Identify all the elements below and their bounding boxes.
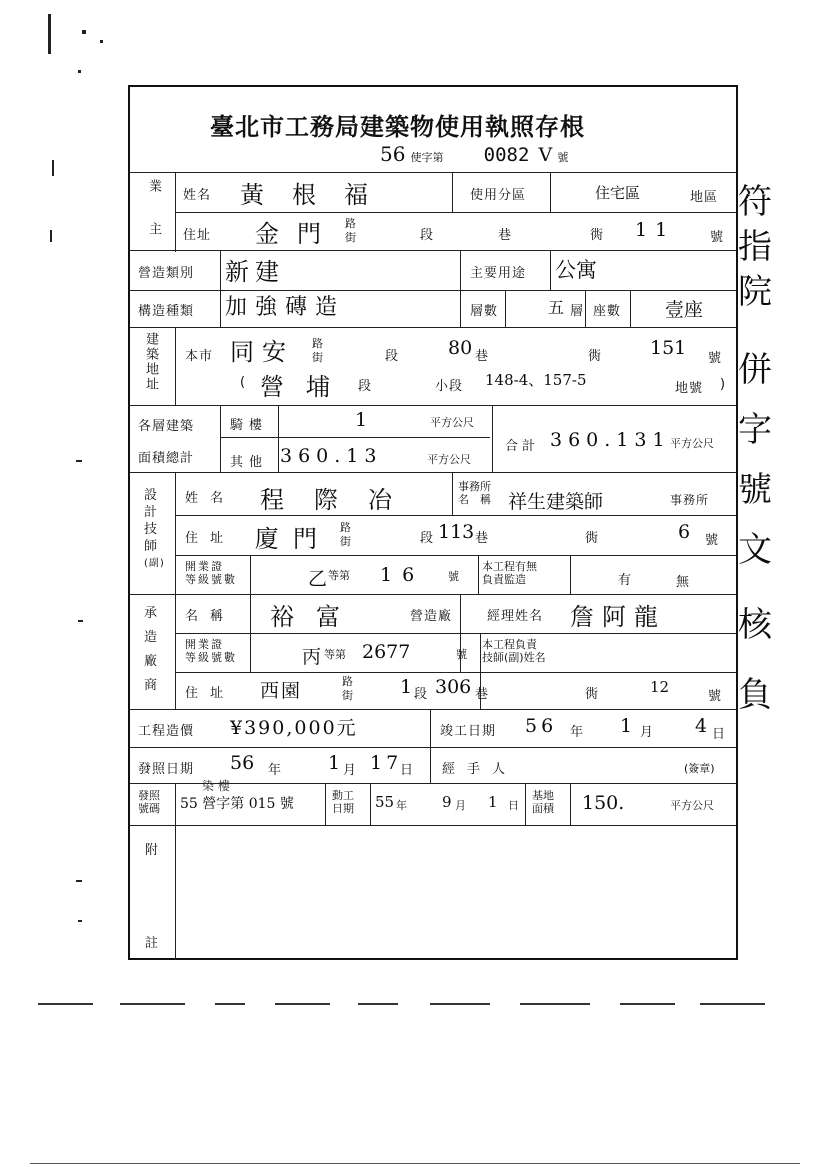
contractor-section-label: 段 — [414, 687, 429, 702]
designer-section-label: 段 — [420, 531, 435, 546]
contractor-road-label: 路 — [342, 675, 353, 688]
other-unit: 平方公尺 — [427, 453, 471, 466]
designer-lane-label: 巷 — [475, 531, 490, 546]
construction-type: 新建 — [225, 258, 285, 286]
contractor-label-char: 廠 — [144, 654, 159, 669]
supervise-label: 本工程有無 負責監造 — [482, 560, 537, 586]
engineer-label: 本工程負責 技師(副)姓名 — [482, 638, 546, 664]
paren-close: ) — [720, 377, 727, 392]
zone-label: 使用分區 — [470, 188, 527, 203]
scan-speck — [76, 880, 82, 882]
owner-name: 黃根福 — [240, 181, 396, 209]
contractor-address-label: 住址 — [185, 686, 236, 701]
zone-suffix: 地區 — [690, 190, 719, 205]
contractor-firm-label: 營造廠 — [410, 609, 453, 624]
office-label-top: 事務所 — [458, 480, 491, 493]
contractor-grade-label: 等第 — [324, 648, 346, 661]
contractor-license-grade: 丙 — [302, 646, 322, 668]
contractor-label — [144, 602, 158, 698]
site-road-label: 路 — [312, 337, 323, 350]
margin-char: 字 — [738, 410, 772, 450]
scan-speck — [48, 14, 51, 54]
total-unit: 平方公尺 — [670, 437, 714, 450]
owner-address-road: 金門 — [255, 220, 339, 248]
site-area-unit: 平方公尺 — [670, 799, 714, 812]
designer-label-char: 技 — [144, 522, 159, 537]
lot-label: 地號 — [675, 381, 704, 396]
site-number-label: 號 — [708, 351, 723, 366]
permit-scribble: 染 樓 — [202, 779, 230, 793]
completion-month-label: 月 — [640, 725, 655, 740]
handler-label: 經手人 — [442, 762, 518, 777]
scan-speck — [76, 460, 82, 462]
issue-day: 17 — [370, 752, 403, 774]
designer-label-char: 計 — [144, 505, 159, 520]
site-label-char: 建 — [143, 332, 158, 347]
margin-char: 併 — [738, 350, 772, 390]
scan-speck — [50, 230, 52, 242]
floor-area-label-bottom: 面積總計 — [138, 451, 195, 466]
other-label: 其他 — [230, 455, 269, 470]
completion-month: 1 — [620, 715, 633, 737]
designer-label — [144, 487, 165, 572]
other-value: 360.13 — [280, 445, 383, 467]
designer-road-label: 路 — [340, 521, 351, 534]
floor-unit: 層 — [570, 304, 585, 319]
owner-name-label: 姓名 — [183, 188, 212, 203]
remarks-label-top: 附 — [145, 843, 160, 858]
owner-group-label-bottom: 主 — [146, 222, 161, 237]
contractor-alley-label: 衖 — [585, 687, 600, 702]
total-value: 360.131 — [550, 429, 671, 451]
site-lane: 80 — [448, 337, 473, 359]
site-alley-label: 衖 — [588, 349, 603, 364]
contractor-name: 裕富 — [270, 603, 362, 631]
start-day: 1 — [488, 793, 498, 811]
contractor-label-char: 造 — [144, 630, 159, 645]
scan-speck — [78, 920, 82, 922]
permit-prefix: 使字第 — [410, 151, 444, 164]
permit-year: 56 — [380, 142, 406, 166]
manager-name: 詹阿龍 — [570, 603, 666, 631]
permit-check-mark: V — [538, 144, 553, 166]
road-label: 路 — [345, 217, 356, 230]
paren-open: ( — [240, 375, 247, 390]
scan-line — [38, 1003, 93, 1005]
site-street-label: 街 — [312, 351, 323, 364]
designer-number: 6 — [678, 521, 691, 543]
start-day-label: 日 — [508, 799, 519, 812]
contractor-lane: 306 — [435, 676, 472, 698]
owner-address-label: 住址 — [183, 228, 212, 243]
designer-label-char: 師 — [144, 539, 159, 554]
margin-note — [738, 180, 798, 730]
issue-year-label: 年 — [268, 763, 283, 778]
start-date-label: 動工 日期 — [332, 789, 354, 815]
completion-year: 56 — [525, 715, 558, 737]
contractor-section: 1 — [400, 676, 413, 698]
main-use: 公寓 — [555, 258, 597, 282]
designer-name: 程際冶 — [260, 486, 422, 514]
manager-label: 經理姓名 — [487, 609, 544, 624]
number-label: 號 — [710, 230, 725, 245]
buildings-value: 壹座 — [665, 299, 704, 321]
street-label: 街 — [345, 231, 356, 244]
contractor-number-label: 號 — [708, 689, 723, 704]
permit-row-label: 發照 號碼 — [138, 789, 160, 815]
contractor-street-label: 街 — [342, 689, 353, 702]
permit-number-value: 0082 — [483, 144, 530, 166]
lane-label: 巷 — [498, 228, 513, 243]
margin-char: 核 — [738, 605, 772, 645]
designer-label-char: (副) — [144, 558, 165, 569]
completion-year-label: 年 — [570, 725, 585, 740]
start-month-label: 月 — [455, 799, 466, 812]
designer-license-label: 開業證 等級號數 — [185, 560, 237, 586]
site-label-char: 址 — [143, 377, 158, 392]
margin-char: 負 — [738, 675, 772, 715]
contractor-address: 西園 — [260, 680, 303, 702]
arcade-label: 騎樓 — [230, 418, 269, 433]
scan-line — [215, 1003, 245, 1005]
contractor-license-no: 2677 — [362, 641, 411, 663]
start-year: 55 — [375, 793, 395, 811]
scan-speck — [52, 160, 54, 176]
site-label-char: 築 — [143, 347, 158, 362]
permit-row-value: 55 營字第 015 號 — [180, 796, 294, 812]
designer-street-label: 街 — [340, 535, 351, 548]
site-number: 151 — [650, 337, 687, 359]
land-numbers: 148-4、157-5 — [485, 371, 587, 389]
construction-type-label: 營造類別 — [138, 266, 195, 281]
permit-number — [380, 142, 568, 166]
buildings-label: 座數 — [593, 304, 622, 319]
main-use-label: 主要用途 — [470, 266, 527, 281]
designer-address: 廈門 — [255, 525, 331, 553]
designer-lane: 113 — [438, 521, 475, 543]
subsection-label: 小段 — [435, 379, 464, 394]
scan-speck — [78, 620, 83, 622]
office-label-bottom: 名 稱 — [458, 493, 491, 506]
permit-suffix: 號 — [557, 151, 569, 164]
designer-label-char: 設 — [144, 488, 159, 503]
site-label-char: 地 — [143, 362, 158, 377]
site-area-value: 150. — [582, 792, 625, 814]
scan-line — [430, 1003, 490, 1005]
site-lane-label: 巷 — [475, 349, 490, 364]
scan-speck — [82, 30, 86, 34]
contractor-label-char: 商 — [144, 678, 159, 693]
start-year-label: 年 — [396, 799, 407, 812]
office-name: 祥生建築師 — [508, 491, 604, 513]
cost-label: 工程造價 — [138, 724, 195, 739]
designer-name-label: 姓名 — [185, 491, 236, 506]
scan-line — [700, 1003, 765, 1005]
scan-line — [358, 1003, 398, 1005]
seal-label: (簽章) — [684, 762, 715, 775]
total-label: 合計 — [505, 439, 540, 454]
margin-char: 號 — [738, 470, 772, 510]
issue-year: 56 — [230, 752, 255, 774]
scan-line — [520, 1003, 590, 1005]
completion-day: 4 — [695, 715, 708, 737]
start-month: 9 — [442, 793, 452, 811]
scan-speck — [100, 40, 103, 43]
owner-address-number: 11 — [635, 219, 676, 241]
alley-label: 衖 — [590, 228, 605, 243]
site-area-label: 基地 面積 — [532, 789, 554, 815]
site-section-label: 段 — [385, 349, 400, 364]
issue-label: 發照日期 — [138, 762, 195, 777]
margin-char: 文 — [738, 530, 772, 570]
site-city-label: 本市 — [185, 349, 214, 364]
scan-line — [620, 1003, 675, 1005]
designer-alley-label: 衖 — [585, 531, 600, 546]
structure-label: 構造種類 — [138, 304, 195, 319]
owner-group-label-top: 業 — [146, 179, 161, 194]
issue-month: 1 — [328, 752, 341, 774]
form-title: 臺北市工務局建築物使用執照存根 — [210, 112, 585, 141]
land-section: 營埔 — [260, 373, 352, 401]
arcade-unit: 平方公尺 — [430, 416, 474, 429]
office-suffix: 事務所 — [670, 493, 710, 507]
designer-address-label: 住址 — [185, 531, 236, 546]
designer-number-label: 號 — [705, 533, 720, 548]
land-section-label: 段 — [358, 379, 373, 394]
scan-line — [120, 1003, 185, 1005]
margin-char: 符 — [738, 182, 772, 222]
floors-label: 層數 — [470, 304, 499, 319]
designer-license-no: 16 — [380, 564, 425, 586]
scan-line — [30, 1163, 800, 1164]
floors-value: 五 — [548, 298, 565, 317]
completion-label: 竣工日期 — [440, 724, 497, 739]
completion-day-label: 日 — [712, 727, 727, 742]
designer-license-no-label: 號 — [448, 570, 459, 583]
contractor-number: 12 — [650, 678, 670, 696]
section-label: 段 — [420, 228, 435, 243]
margin-char: 院 — [738, 272, 772, 312]
contractor-label-char: 承 — [144, 606, 159, 621]
contractor-license-no-label: 號 — [456, 648, 467, 661]
permit-stub-form — [128, 85, 738, 960]
contractor-lane-label: 巷 — [475, 687, 490, 702]
structure-type: 加強磚造 — [225, 295, 346, 320]
site-road: 同安 — [230, 338, 294, 366]
margin-char: 指 — [738, 227, 772, 267]
site-label — [142, 332, 158, 392]
contractor-license-label: 開業證 等級號數 — [185, 638, 237, 664]
issue-day-label: 日 — [400, 763, 415, 778]
arcade-value: 1 — [355, 409, 368, 431]
remarks-label-bottom: 註 — [145, 936, 160, 951]
office-label — [458, 480, 491, 506]
scan-speck — [78, 70, 81, 73]
supervise-no: 無 — [676, 575, 691, 590]
floor-area-label-top: 各層建築 — [138, 419, 195, 434]
designer-grade-label: 等第 — [328, 569, 350, 582]
cost-value: ¥390,000元 — [230, 717, 358, 739]
supervise-yes: 有 — [618, 573, 633, 588]
contractor-name-label: 名稱 — [185, 609, 236, 624]
zone-value: 住宅區 — [595, 184, 641, 202]
scan-line — [275, 1003, 330, 1005]
issue-month-label: 月 — [343, 763, 358, 778]
designer-license-grade: 乙 — [308, 568, 328, 590]
